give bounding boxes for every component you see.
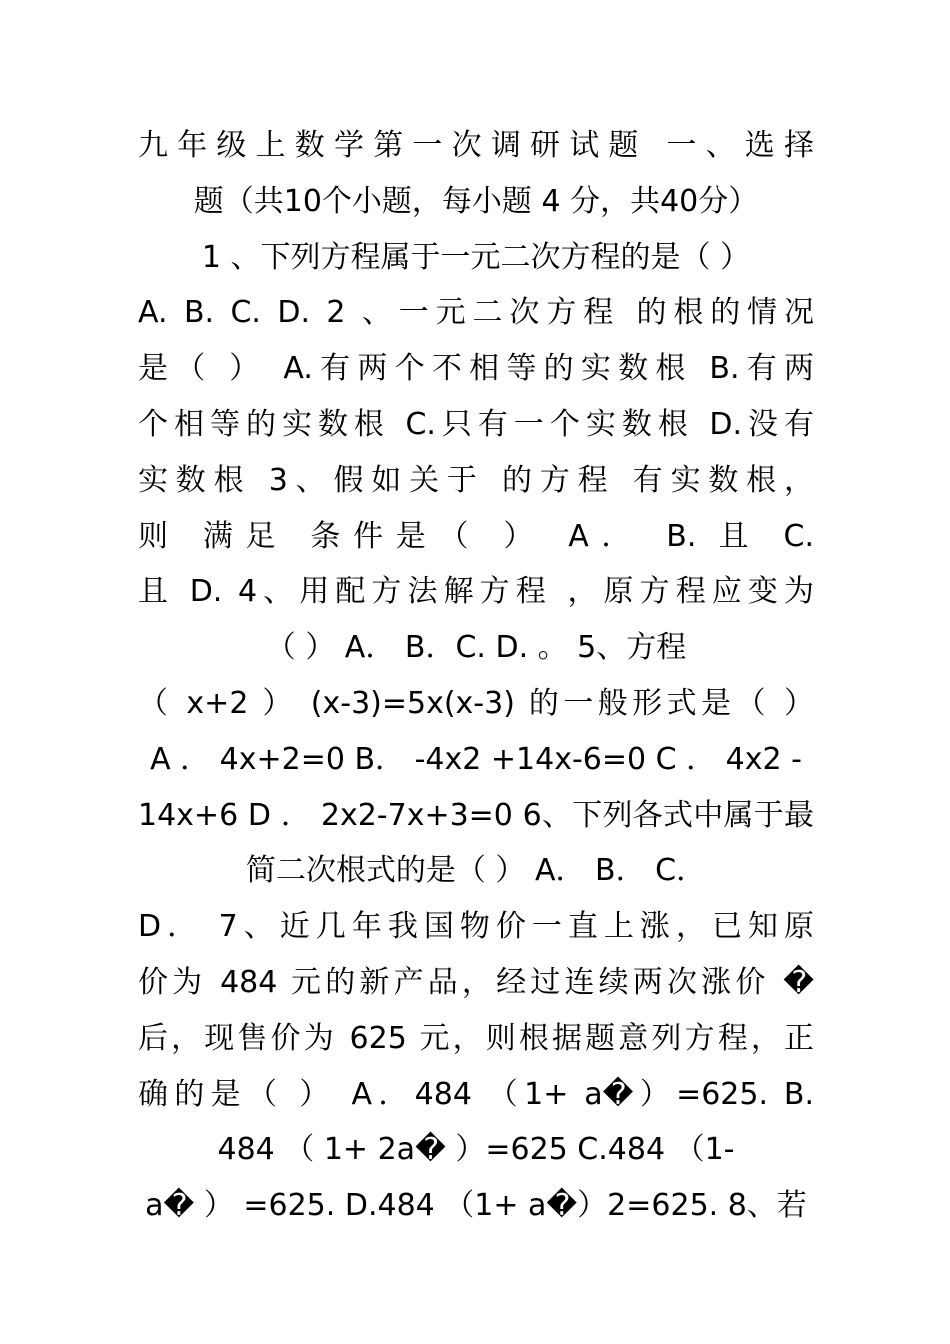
exam-text-block [138,118,814,1234]
text-line: 简二次根式的是（ ） A． B． C． [245,853,707,889]
text-line: 且 D. 4、用配方法解方程 ，原方程应变为 [138,574,814,610]
text-line: 484 （ 1+ 2a� ）=625 C.484 （1- [217,1132,735,1168]
text-line: 后，现售价为 625 元，则根据题意列方程，正 [138,1020,814,1056]
text-line: 则 满足 条件是（ ） A． B. 且 C. [138,518,814,554]
text-line: A. B. C. D. 2 、一元二次方程 的根的情况 [138,295,814,331]
text-line: 确的是（ ） A．484 （1+ a�）=625. B. [138,1076,814,1112]
text-line: D． 7、近几年我国物价一直上涨，已知原 [138,909,814,945]
text-line: 题（共10个小题，每小题 4 分，共40分） [193,183,759,219]
text-line: 个相等的实数根 C.只有一个实数根 D.没有 [138,406,814,442]
text-line: 实数根 3、假如关于 的方程 有实数根， [138,462,814,498]
text-line: 价为 484 元的新产品，经过连续两次涨价 � [138,964,814,1000]
text-line: A ． 4x+2=0 B． -4x2 +14x-6=0 C ． 4x2 - [150,741,802,777]
text-line: 14x+6 D ． 2x2-7x+3=0 6、下列各式中属于最 [138,797,814,833]
text-line: （ x+2 ） (x-3)=5x(x-3) 的一般形式是（ ） [138,685,814,721]
text-line: 1 、下列方程属于一元二次方程的是（ ） [201,239,751,275]
text-line: （ ） A． B．C. D. 。 5、方程 [265,630,687,666]
text-line: 九年级上数学第一次调研试题 一、选择 [138,128,814,163]
text-line: a� ） =625. D.484 （1+ a�）2=625. 8、若 [145,1188,807,1224]
text-line: 是（ ） A.有两个不相等的实数根 B.有两 [138,351,814,387]
